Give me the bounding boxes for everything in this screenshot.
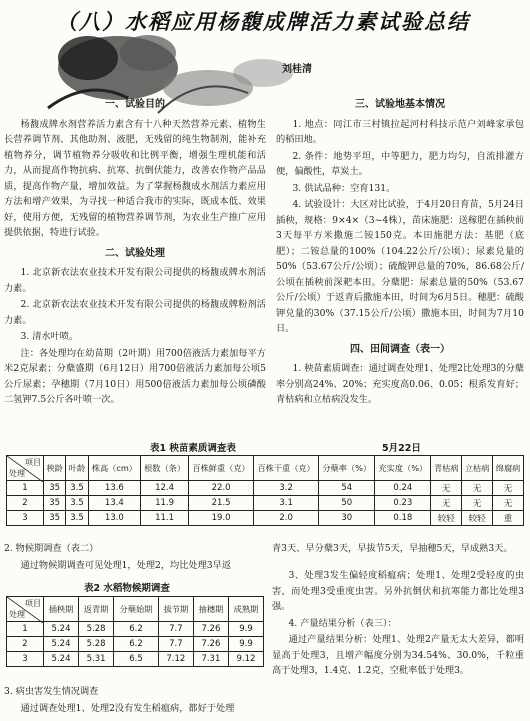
table-cell: 重: [493, 511, 524, 526]
table-cell: 2: [7, 637, 44, 652]
table-cell: 35: [44, 511, 66, 526]
table-cell: 3.1: [254, 496, 319, 511]
table-cell: 3: [7, 652, 44, 667]
paragraph: 通过物候期调查可见处理1，处理2，均比处理3早返: [20, 559, 232, 571]
column-header: 成熟期: [228, 597, 263, 622]
table-cell: 6.5: [114, 652, 159, 667]
table-cell: 3.5: [66, 511, 88, 526]
table-cell: 1: [7, 481, 44, 496]
table-cell: 7.12: [158, 652, 193, 667]
column-header: 根数（条）: [141, 456, 189, 481]
paragraph: 2. 北京新农法农业技术开发有限公司提供的杨馥成牌粉剂活力素。: [4, 299, 266, 326]
column-header: 分蘖率（%）: [319, 456, 375, 481]
table-row: [7, 622, 264, 637]
table-cell: 2.0: [254, 511, 319, 526]
column-header: 充实度（%）: [375, 456, 431, 481]
table-row: [7, 652, 264, 667]
right-column-bottom: [272, 568, 524, 680]
section-heading: 四、田间调查（表一）: [350, 343, 450, 355]
table-cell: 19.0: [189, 511, 254, 526]
section-heading: 三、试验地基本情况: [355, 99, 445, 110]
table-cell: 5.28: [79, 637, 114, 652]
table-cell: 50: [319, 496, 375, 511]
table1-caption: 表1 秧苗素质调查表: [150, 443, 236, 454]
paragraph: 1. 地点：同江市三村镇拉起河村科技示范户刘峰家承包的稻田地。: [276, 118, 524, 145]
column-header: 绵腐病: [493, 456, 524, 481]
table-cell: 11.1: [141, 511, 189, 526]
column-header: 秧龄: [44, 456, 66, 481]
table-cell: 12.4: [141, 481, 189, 496]
table-cell: 无: [431, 481, 462, 496]
table-cell: 5.28: [79, 622, 114, 637]
table-cell: 较轻: [431, 511, 462, 526]
paragraph: 通过调查处理1、处理2没有发生稻瘟病，都好于处理: [20, 702, 235, 714]
table-cell: 较轻: [462, 511, 493, 526]
paragraph: 4. 试验设计：大区对比试验，于4月20日育苗，5月24日插秧，规格：9×4×（3~4株），苗床施肥：送稼肥在插秧前3天每平方米撒施二铵150克。本田施肥方法：基肥（底肥）；二铵总量的100%（104.22公斤/公顷）；尿素兑量的50%（53.67公斤/公顷）；硫酸钾总量的70%，86.68公斤/公顷在插秧前深耙本田。分蘖肥：尿素总量的50%（53.67公斤/公顷）于返青后撒施本田，时间为6月5日。穗肥：硫酸钾兑量的30%（37.15公斤/公顷）撒施本田，时间为7月10日。: [276, 199, 524, 334]
left-column: [4, 92, 266, 409]
table-cell: 7.26: [193, 622, 228, 637]
column-header: 百株干重（克）: [254, 456, 319, 481]
table-row: [7, 637, 264, 652]
table-cell: 13.6: [88, 481, 140, 496]
author-name: 刘桂清: [282, 64, 312, 75]
table-cell: 无: [462, 481, 493, 496]
column-header: 拔节期: [158, 597, 193, 622]
table-row: [7, 481, 524, 496]
corner-bottom-label: 处理: [9, 610, 25, 619]
table-cell: 22.0: [189, 481, 254, 496]
paragraph: 通过产量结果分析：处理1、处理2产量无太大差异，都明显高于处理3，且增产幅度分别为34.54%、30.0%，千粒重高于处理3，1.4克、1.2克，空秕率低于处理3。: [272, 634, 524, 676]
table-cell: 1: [7, 622, 44, 637]
corner-bottom-label: 处理: [9, 469, 25, 478]
table-row: [7, 511, 524, 526]
paragraph: 1. 秧苗素质调查：通过调查处理1、处理2比处理3的分蘖率分别高24%、20%；充实度高0.06、0.05；根系发育好；青枯病和立枯病没发生。: [276, 363, 524, 405]
table-cell: 7.7: [158, 622, 193, 637]
column-header: 分蘖始期: [114, 597, 159, 622]
table-corner-cell: [7, 456, 44, 481]
left-column-lower: [4, 541, 266, 574]
table-cell: 35: [44, 481, 66, 496]
section-heading: 一、试验目的: [105, 99, 165, 110]
table-cell: 13.0: [88, 511, 140, 526]
paragraph: 青3天、早分蘖3天，早拔节5天，早抽穗5天，早成熟3天。: [272, 543, 513, 554]
left-column-bottom: [4, 684, 266, 717]
column-header: 株高（cm）: [88, 456, 140, 481]
table-cell: 6.2: [114, 622, 159, 637]
seedling-quality-table: [6, 455, 524, 526]
column-header: 叶龄: [66, 456, 88, 481]
table-cell: 5.31: [79, 652, 114, 667]
table-cell: 3.5: [66, 481, 88, 496]
column-header: 插秧期: [44, 597, 79, 622]
table-cell: 3: [7, 511, 44, 526]
paragraph: 2. 物候期调查（表二）: [4, 543, 99, 554]
table-cell: 2: [7, 496, 44, 511]
column-header: 返青期: [79, 597, 114, 622]
table-cell: 35: [44, 496, 66, 511]
table-cell: 5.24: [44, 637, 79, 652]
table-cell: 5.24: [44, 622, 79, 637]
article-title: （八）水稻应用杨馥成牌活力素试验总结: [56, 9, 470, 34]
table-cell: 3.5: [66, 496, 88, 511]
table2-caption: 表2 水稻物候期调查: [84, 583, 170, 594]
table-cell: 7.7: [158, 637, 193, 652]
table-cell: 9.12: [228, 652, 263, 667]
table-cell: 无: [462, 496, 493, 511]
table-row: [7, 496, 524, 511]
table1-date: 5月22日: [382, 443, 421, 454]
table-cell: 54: [319, 481, 375, 496]
paragraph: 3. 清水叶喷。: [20, 331, 79, 342]
right-column-lower: [272, 541, 524, 558]
section-heading: 二、试验处理: [105, 247, 165, 259]
column-header: 百株鲜重（克）: [189, 456, 254, 481]
paragraph: 注：各处理均在幼苗期（2叶期）用700倍液活力素加每平方米2克尿素；分蘖盛期（6月12日）用700倍液活力素加每公顷5公斤尿素；孕穗期（7月10日）用500倍液活力素加每公顷磷酸二氢钾7.5公斤各叶喷一次。: [4, 347, 266, 405]
table-cell: 6.2: [114, 637, 159, 652]
paragraph: 4. 产量结果分析（表三）：: [288, 617, 397, 629]
phenology-table: [6, 596, 264, 667]
table-cell: 7.26: [193, 637, 228, 652]
paragraph: 1. 北京新农法农业技术开发有限公司提供的杨馥成牌水剂活力素。: [4, 267, 266, 294]
table-cell: 无: [431, 496, 462, 511]
table-cell: 21.5: [189, 496, 254, 511]
right-column: [276, 92, 524, 409]
table-cell: 3.2: [254, 481, 319, 496]
column-header: 立枯病: [462, 456, 493, 481]
table-cell: 0.18: [375, 511, 431, 526]
table-corner-cell: [7, 597, 44, 622]
paragraph: 杨馥成牌水剂营养活力素含有十八种天然营养元素、植物生长营养调节剂、其他助剂、液肥，无残留的纯生物制剂，能补充植物养分，调节植物养分吸收和比例平衡，增强生理机能和活力，从而提高作物抗病、抗寒、抗倒伏能力，改善农作物产品品质，提高作物产量，增加效益。为了掌握杨馥成水剂活力素应用方法和增产效果，为寻找一种适合我市的实际，既成本低、效果好，使用方便，无残留的植物营养调节剂，为农业生产推广应用提供依据，特进行试验。: [4, 118, 266, 238]
table-cell: 无: [493, 481, 524, 496]
paragraph: 3. 病虫害发生情况调查: [4, 686, 99, 697]
table-cell: 13.4: [88, 496, 140, 511]
column-header: 青枯病: [431, 456, 462, 481]
table-cell: 0.23: [375, 496, 431, 511]
table-cell: 9.9: [228, 637, 263, 652]
corner-top-label: 项目: [25, 458, 41, 467]
paragraph: 2. 条件：地势平坦，中等肥力，肥力均匀，自流排灌方便，偏酸性，草炭土。: [276, 150, 524, 177]
paragraph: 3. 供试品种：空育131。: [292, 182, 396, 194]
paragraph: 3、处理3发生偏轻度稻瘟病；处理1、处理2受轻度的虫害，而处理3受重度虫害。另外抗倒伏和抗寒能力都比处理3强。: [272, 570, 524, 612]
corner-top-label: 项目: [25, 599, 41, 608]
table-cell: 11.9: [141, 496, 189, 511]
column-header: 抽穗期: [193, 597, 228, 622]
table-cell: 5.24: [44, 652, 79, 667]
table-cell: 0.24: [375, 481, 431, 496]
table-cell: 30: [319, 511, 375, 526]
table-cell: 无: [493, 496, 524, 511]
table-cell: 9.9: [228, 622, 263, 637]
table-cell: 7.31: [193, 652, 228, 667]
